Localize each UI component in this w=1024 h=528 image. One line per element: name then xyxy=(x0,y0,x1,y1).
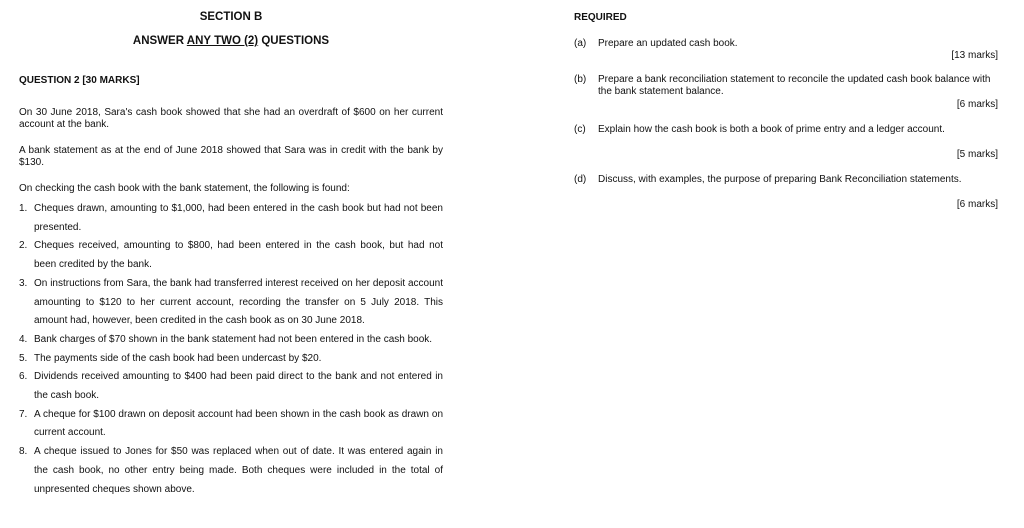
item-text: Cheques drawn, amounting to $1,000, had been entered in the cash book but had not been presented. xyxy=(34,203,443,233)
instruction xyxy=(0,35,462,47)
findings-list xyxy=(19,200,443,499)
instruction-underlined: ANY TWO (2) xyxy=(186,35,259,47)
item-text: The payments side of the cash book had been undercast by $20. xyxy=(34,352,322,364)
section-title: SECTION B xyxy=(199,11,263,23)
item-marks: [6 marks] xyxy=(956,199,998,210)
paragraph-bank-statement: A bank statement as at the end of June 2018 showed that Sara was in credit with the bank by $130. xyxy=(19,145,443,168)
item-number: 5. xyxy=(19,352,28,364)
list-item xyxy=(19,368,443,405)
item-number: 1. xyxy=(19,203,28,214)
instruction-prefix: ANSWER xyxy=(132,35,187,47)
item-label: (c) xyxy=(574,124,586,135)
list-item xyxy=(19,275,443,331)
item-text: Discuss, with examples, the purpose of preparing Bank Reconciliation statements. xyxy=(598,174,962,185)
item-text: A cheque issued to Jones for $50 was replaced when out of date. It was entered again in the cash book, no other entry being made. Both cheques were included in the total of unpresented cheques shown above. xyxy=(34,446,443,495)
required-item-c xyxy=(574,124,998,164)
item-text: On instructions from Sara, the bank had transferred interest received on her deposit account amounting to $120 to her current account, recording the transfer on 5 July 2018. This amount had, however, been credited in the cash book as on 30 June 2018. xyxy=(34,277,443,327)
instruction-suffix: QUESTIONS xyxy=(258,35,330,47)
item-number: 6. xyxy=(19,371,28,383)
question-heading: QUESTION 2 [30 MARKS] xyxy=(19,75,140,86)
item-text: Dividends received amounting to $400 had been paid direct to the bank and not entered in the cash book. xyxy=(34,371,443,402)
list-item xyxy=(19,443,443,499)
item-text: Bank charges of $70 shown in the bank statement had not been entered in the cash book. xyxy=(34,333,433,345)
required-item-a xyxy=(574,38,998,68)
item-marks: [5 marks] xyxy=(956,149,998,160)
item-text: Prepare an updated cash book. xyxy=(598,38,738,49)
item-text: Prepare a bank reconciliation statement to reconcile the updated cash book balance with the bank statement balance. xyxy=(598,74,991,97)
item-number: 3. xyxy=(19,277,28,289)
list-item xyxy=(19,237,443,274)
list-item xyxy=(19,331,443,350)
list-item xyxy=(19,350,443,369)
item-label: (b) xyxy=(574,74,587,85)
item-label: (a) xyxy=(574,38,587,49)
item-text: Cheques received, amounting to $800, had been entered in the cash book, but had not been credited by the bank. xyxy=(34,240,443,271)
item-label: (d) xyxy=(574,174,587,185)
list-item xyxy=(19,406,443,443)
paragraph-overdraft: On 30 June 2018, Sara's cash book showed that she had an overdraft of $600 on her current account at the bank. xyxy=(19,107,443,130)
required-item-d xyxy=(574,174,998,214)
item-marks: [13 marks] xyxy=(951,50,998,61)
item-number: 7. xyxy=(19,408,28,420)
item-number: 4. xyxy=(19,333,28,345)
item-text: A cheque for $100 drawn on deposit account had been shown in the cash book as drawn on current account. xyxy=(34,408,443,439)
item-number: 8. xyxy=(19,446,28,458)
required-heading: REQUIRED xyxy=(574,12,627,23)
list-item xyxy=(19,200,443,237)
required-item-b xyxy=(574,74,998,114)
paragraph-checking: On checking the cash book with the bank statement, the following is found: xyxy=(19,183,350,194)
item-marks: [6 marks] xyxy=(956,99,998,110)
item-number: 2. xyxy=(19,240,28,252)
item-text: Explain how the cash book is both a book of prime entry and a ledger account. xyxy=(598,124,945,135)
